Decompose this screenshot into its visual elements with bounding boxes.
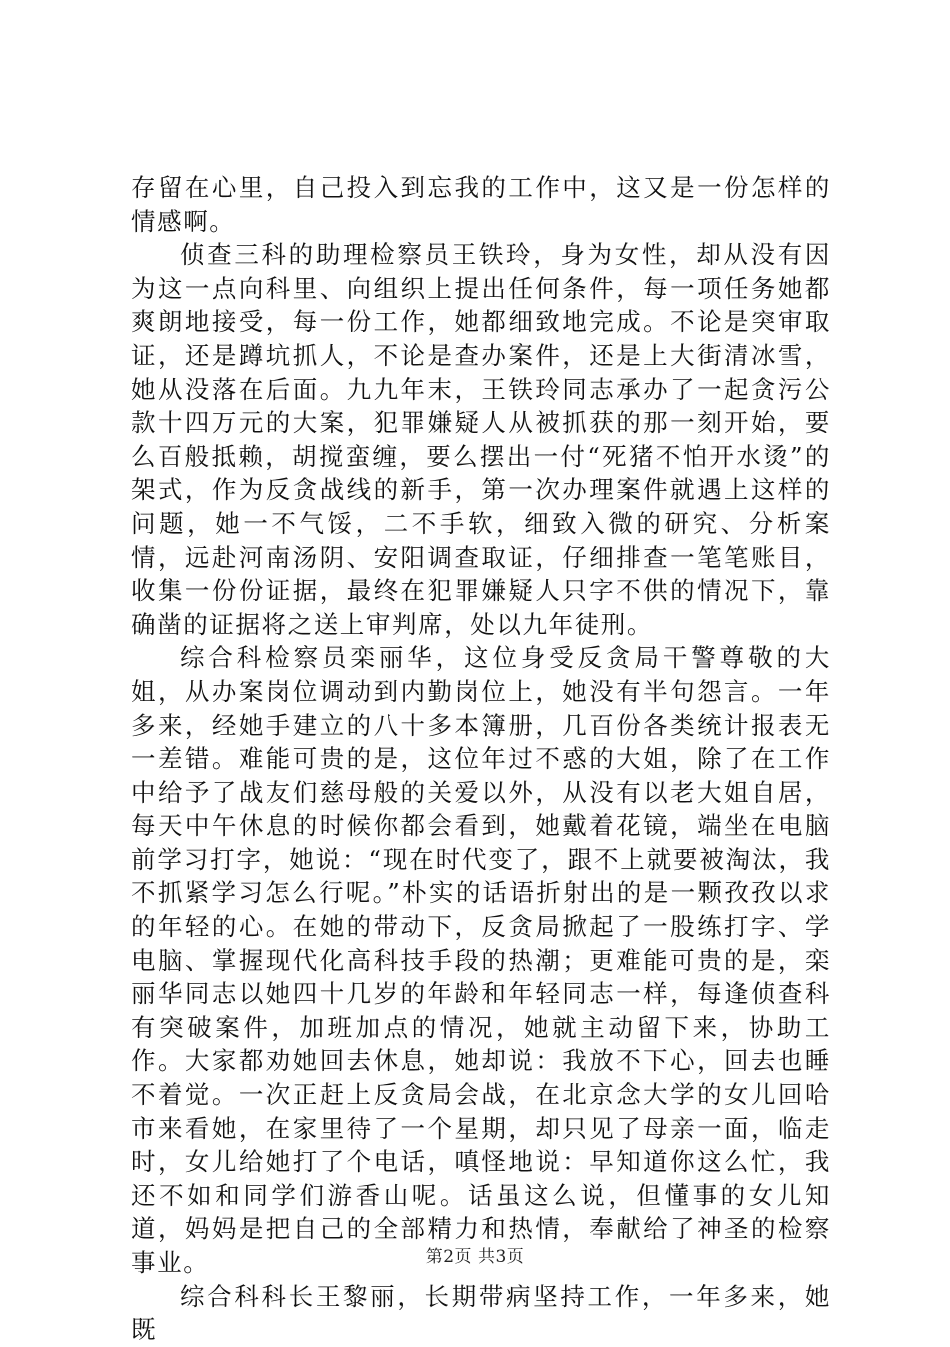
page-number-footer: 第2页 共3页 — [425, 1247, 525, 1267]
paragraph-wang-tieling: 侦查三科的助理检察员王铁玲，身为女性，却从没有因为这一点向科里、向组织上提出任何条件，每一项任务她都爽朗地接受，每一份工作，她都细致地完成。不论是突审取证，还是蹲坑抓人，不论是查办案件，还是上大街清冰雪，她从没落在后面。九九年末，王铁玲同志承办了一起贪污公款十四万元的大案，犯罪嫌疑人从被抓获的那一刻开始，要么百般抵赖，胡搅蛮缠，要么摆出一付“死猪不怕开水烫”的架式，作为反贪战线的新手，第一次办理案件就遇上这样的问题，她一不气馁，二不手软，细致入微的研究、分析案情，远赴河南汤阴、安阳调查取证，仔细排查一笔笔账目，收集一份份证据，最终在犯罪嫌疑人只字不供的情况下，靠确凿的证据将之送上审判席，处以九年徒刑。 — [131, 240, 831, 639]
paragraph-continuation: 存留在心里，自己投入到忘我的工作中，这又是一份怎样的情感啊。 — [131, 173, 831, 236]
paragraph-luan-lihua: 综合科检察员栾丽华，这位身受反贪局干警尊敬的大姐，从办案岗位调动到内勤岗位上，她没有半句怨言。一年多来，经她手建立的八十多本簿册，几百份各类统计报表无一差错。难能可贵的是，这位年过不惑的大姐，除了在工作中给予了战友们慈母般的关爱以外，从没有以老大姐自居，每天中午休息的时候你都会看到，她戴着花镜，端坐在电脑前学习打字，她说：“现在时代变了，跟不上就要被淘汰，我不抓紧学习怎么行呢。”朴实的话语折射出的是一颗孜孜以求的年轻的心。在她的带动下，反贪局掀起了一股练打字、学电脑、掌握现代化高科技手段的热潮；更难能可贵的是，栾丽华同志以她四十几岁的年龄和年轻同志一样，每逢侦查科有突破案件，加班加点的情况，她就主动留下来，协助工作。大家都劝她回去休息，她却说：我放不下心，回去也睡不着觉。一次正赶上反贪局会战，在北京念大学的女儿回哈市来看她，在家里待了一个星期，却只见了母亲一面，临走时，女儿给她打了个电话，嗔怪地说：早知道你这么忙，我还不如和同学们游香山呢。话虽这么说，但懂事的女儿知道，妈妈是把自己的全部精力和热情，奉献给了神圣的检察事业。 — [131, 643, 831, 1277]
paragraph-wang-lili: 综合科科长王黎丽，长期带病坚持工作，一年多来，她既 — [131, 1281, 831, 1345]
document-body — [131, 171, 831, 1347]
